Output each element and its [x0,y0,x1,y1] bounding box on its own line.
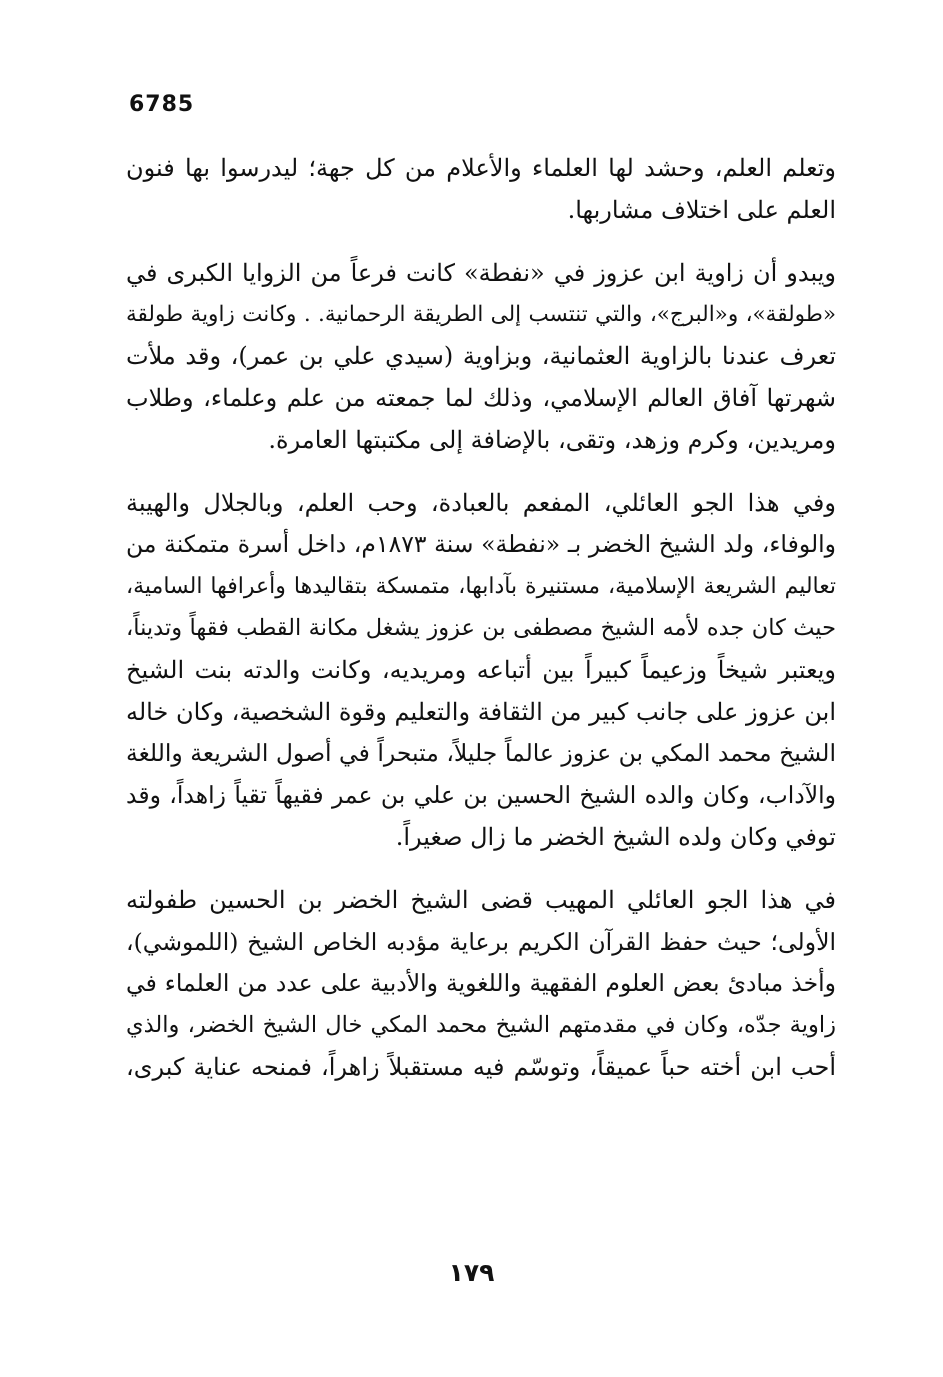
text-line: توفي وكان ولده الشيخ الخضر ما زال صغيراً. [395,822,836,851]
text-line: زاوية جدّه، وكان في مقدمتهم الشيخ محمد المكي خال الشيخ الخضر، والذي [126,1012,836,1039]
body-text [126,148,836,1110]
paragraph-3 [126,483,836,859]
text-line: ويعتبر شيخاً وزعيماً كبيراً بين أتباعه ومريديه، وكانت والدته بنت الشيخ [126,655,836,684]
text-line: ومريدين، وكرم وزهد، وتقى، بالإضافة إلى مكتبتها العامرة. [268,425,836,454]
text-line: تعرف عندنا بالزاوية العثمانية، وبزاوية (سيدي علي بن عمر)، وقد ملأت [126,342,836,371]
paragraph-1 [126,148,836,232]
text-line: تعاليم الشريعة الإسلامية، مستنيرة بآدابها، متمسكة بتقاليدها وأعرافها السامية، [126,574,836,600]
text-line: وأخذ مبادئ بعض العلوم الفقهية واللغوية والأدبية على عدد من العلماء في [126,969,836,998]
text-line: وتعلم العلم، وحشد لها العلماء والأعلام من كل جهة؛ ليدرسوا بها فنون [126,154,836,182]
text-line: شهرتها آفاق العالم الإسلامي، وذلك لما جمعته من علم وعلماء، وطلاب [126,383,836,412]
text-line: ابن عزوز على جانب كبير من الثقافة والتعليم وقوة الشخصية، وكان خاله [126,697,836,726]
paragraph-2 [126,253,836,462]
text-line: العلم على اختلاف مشاربها. [567,195,836,224]
text-line: «طولقة»، و«البرج»، والتي تنتسب إلى الطريقة الرحمانية. . وكانت زاوية طولقة [126,302,836,328]
paragraph-4 [126,880,836,1089]
text-line: وفي هذا الجو العائلي، المفعم بالعبادة، وحب العلم، وبالجلال والهيبة [126,488,836,517]
text-line: ويبدو أن زاوية ابن عزوز في «نفطة» كانت فرعاً من الزوايا الكبرى في [126,258,836,287]
text-line: الأولى؛ حيث حفظ القرآن الكريم برعاية مؤدبه الخاص الشيخ (اللموشي)، [126,927,836,956]
page-number: ١٧٩ [448,1258,495,1287]
page-id-number: 6785 [129,92,195,117]
text-line: والآداب، وكان والده الشيخ الحسين بن علي بن عمر فقيهاً تقياً زاهداً، وقد [126,781,836,810]
text-line: الشيخ محمد المكي بن عزوز عالماً جليلاً، متبحراً في أصول الشريعة واللغة [126,739,836,768]
text-line: والوفاء، ولد الشيخ الخضر بـ «نفطة» سنة ١٨٧٣م، داخل أسرة متمكنة من [126,530,836,559]
text-line: أحب ابن أخته حباً عميقاً، وتوسّم فيه مستقبلاً زاهراً، فمنحه عناية كبرى، [126,1052,836,1081]
text-line: في هذا الجو العائلي المهيب قضى الشيخ الخضر بن الحسين طفولته [126,885,836,914]
text-line: حيث كان جده لأمه الشيخ مصطفى بن عزوز يشغل مكانة القطب فقهاً وتديناً، [126,614,836,641]
